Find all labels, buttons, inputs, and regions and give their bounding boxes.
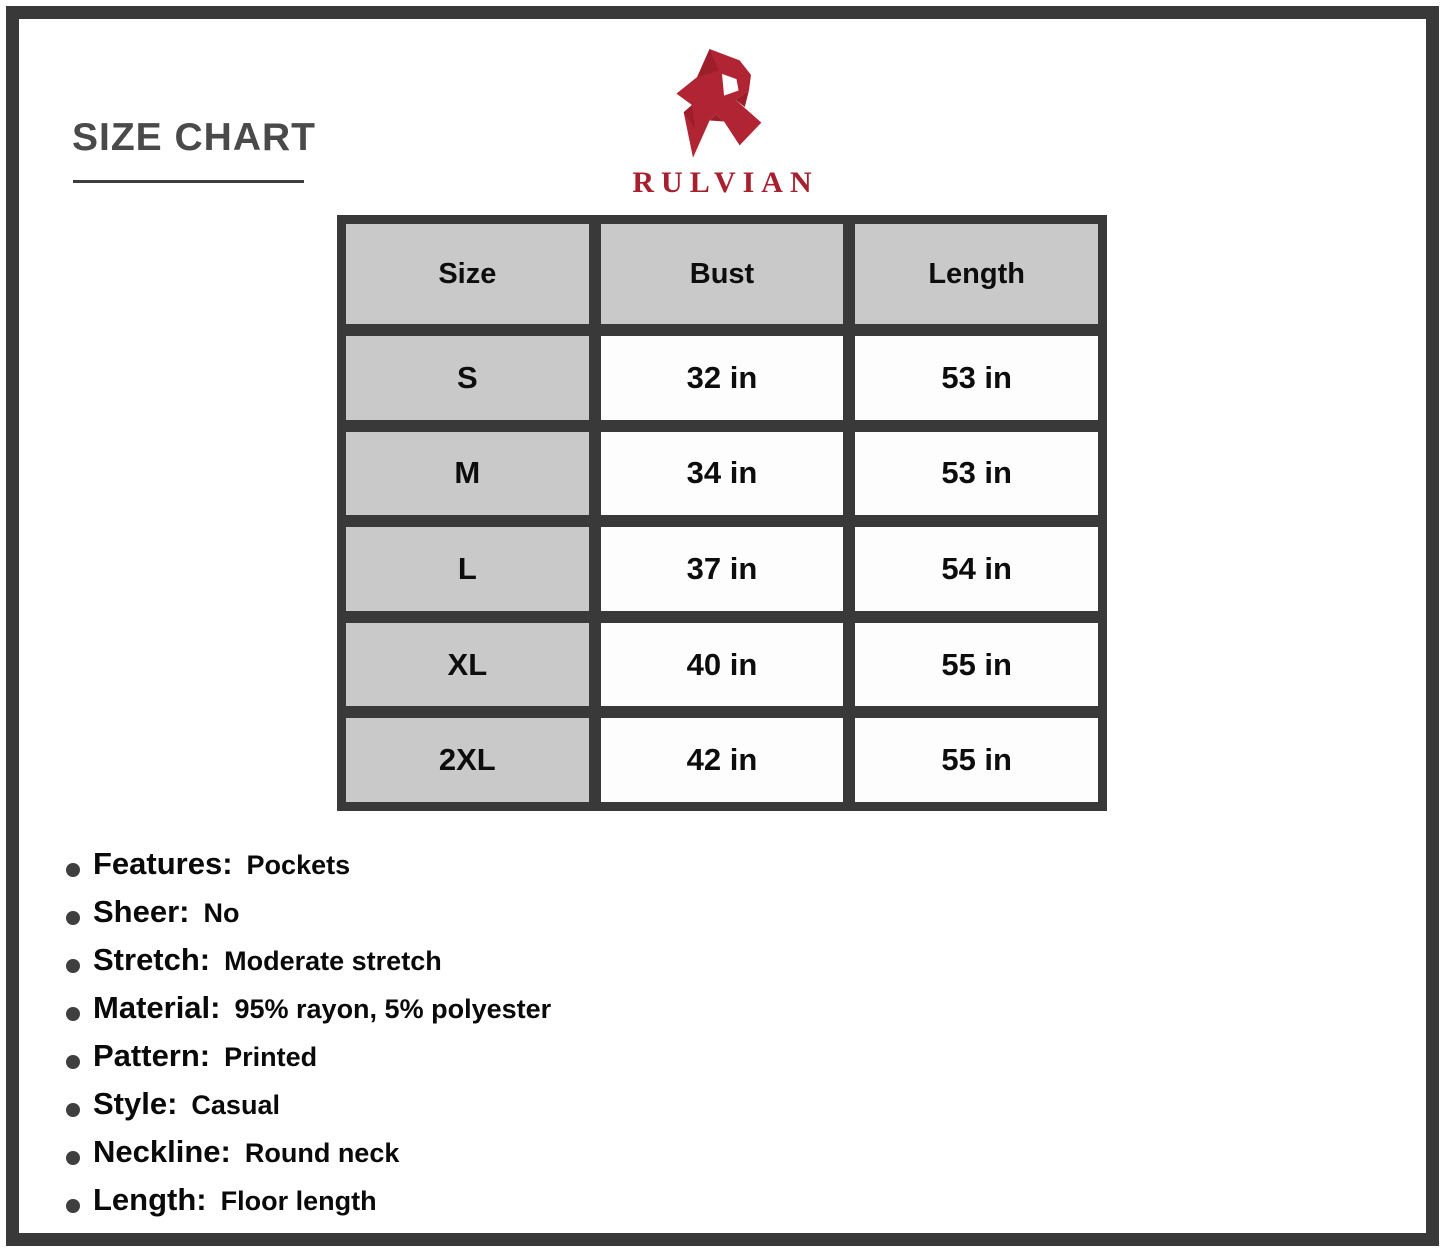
detail-label: Sheer: [93, 894, 190, 929]
detail-label: Neckline: [93, 1134, 231, 1169]
column-header-length: Length [855, 224, 1098, 324]
cell-l-length: 54 in [855, 527, 1098, 611]
detail-label: Length: [93, 1182, 207, 1217]
cell-2xl-bust: 42 in [601, 718, 844, 802]
column-header-size: Size [346, 224, 589, 324]
detail-item-stretch [66, 942, 551, 990]
bullet-icon [66, 1055, 80, 1069]
row-label-l: L [346, 527, 589, 611]
brand-logo-icon [670, 48, 774, 164]
detail-item-sheer [66, 894, 551, 942]
bullet-icon [66, 1151, 80, 1165]
row-label-2xl: 2XL [346, 718, 589, 802]
cell-2xl-length: 55 in [855, 718, 1098, 802]
detail-value: No [203, 898, 240, 928]
detail-label: Stretch: [93, 942, 211, 977]
cell-s-bust: 32 in [601, 336, 844, 420]
size-table [337, 215, 1107, 811]
detail-value: 95% rayon, 5% polyester [234, 994, 552, 1024]
detail-label: Material: [93, 990, 221, 1025]
detail-item-neckline [66, 1134, 551, 1182]
brand-wordmark: RULVIAN [632, 166, 819, 199]
title-underline [73, 180, 304, 183]
detail-item-material [66, 990, 551, 1038]
cell-s-length: 53 in [855, 336, 1098, 420]
bullet-icon [66, 959, 80, 973]
detail-value: Casual [191, 1090, 280, 1120]
cell-m-length: 53 in [855, 432, 1098, 516]
bullet-icon [66, 1103, 80, 1117]
row-label-m: M [346, 432, 589, 516]
column-header-bust: Bust [601, 224, 844, 324]
detail-item-features [66, 846, 551, 894]
row-label-s: S [346, 336, 589, 420]
bullet-icon [66, 1199, 80, 1213]
cell-l-bust: 37 in [601, 527, 844, 611]
detail-value: Pockets [246, 850, 351, 880]
detail-label: Features: [93, 846, 233, 881]
detail-label: Style: [93, 1086, 178, 1121]
bullet-icon [66, 1007, 80, 1021]
detail-value: Moderate stretch [224, 946, 442, 976]
detail-label: Pattern: [93, 1038, 211, 1073]
bullet-icon [66, 863, 80, 877]
cell-xl-length: 55 in [855, 623, 1098, 707]
detail-value: Round neck [244, 1138, 400, 1168]
detail-value: Printed [224, 1042, 318, 1072]
detail-item-style [66, 1086, 551, 1134]
detail-item-length [66, 1182, 551, 1230]
page-title: SIZE CHART [72, 116, 316, 159]
row-label-xl: XL [346, 623, 589, 707]
detail-item-pattern [66, 1038, 551, 1086]
product-details-list [66, 846, 551, 1230]
cell-xl-bust: 40 in [601, 623, 844, 707]
cell-m-bust: 34 in [601, 432, 844, 516]
bullet-icon [66, 911, 80, 925]
detail-value: Floor length [220, 1186, 377, 1216]
